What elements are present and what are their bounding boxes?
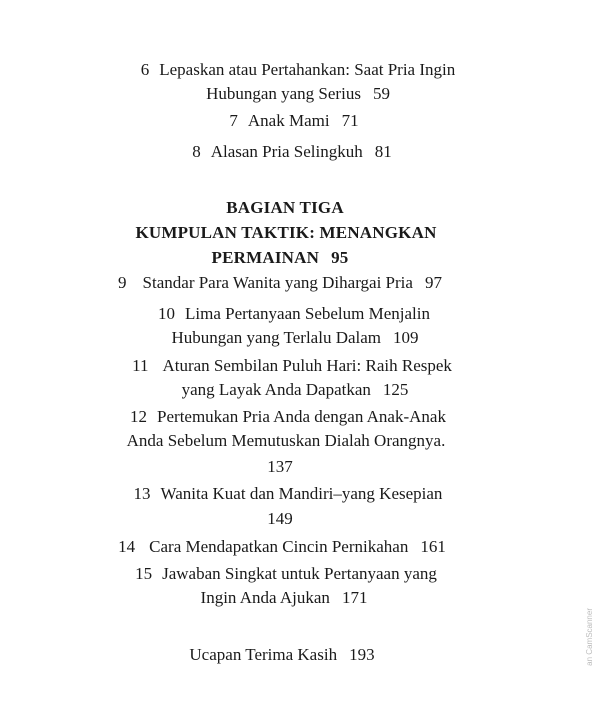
entry-title-line2: Hubungan yang Terlalu Dalam (171, 328, 382, 347)
toc-entry-12 (0, 406, 588, 428)
entry-page: 125 (382, 380, 409, 399)
entry-number: 8 (192, 142, 201, 161)
entry-page: 137 (267, 457, 293, 476)
entry-number: 12 (130, 407, 148, 426)
entry-number: 11 (132, 356, 149, 375)
toc-entry-15 (0, 563, 586, 585)
entry-title-line1: Lepaskan atau Pertahankan: Saat Pria Ingin (159, 60, 456, 79)
entry-title-line2: Ingin Anda Ajukan (200, 588, 330, 607)
entry-page: 109 (393, 328, 419, 347)
entry-number: 13 (133, 484, 151, 503)
entry-number: 9 (118, 273, 127, 292)
scanner-watermark: an CamScanner (585, 608, 594, 666)
toc-entry-7 (0, 110, 594, 132)
toc-entry-9 (0, 272, 580, 294)
entry-title: Ucapan Terima Kasih (189, 645, 338, 664)
entry-number: 10 (157, 304, 175, 323)
toc-entry-13-page (0, 508, 580, 530)
entry-number: 14 (118, 537, 136, 556)
entry-page: 149 (267, 509, 293, 528)
entry-title-line2: yang Layak Anda Dapatkan (181, 380, 371, 399)
toc-entry-11-cont (0, 379, 595, 401)
entry-number: 6 (140, 60, 150, 79)
entry-title: Alasan Pria Selingkuh (210, 142, 363, 161)
part-label: BAGIAN TIGA (226, 198, 344, 217)
entry-title-line1: Aturan Sembilan Puluh Hari: Raih Respek (162, 356, 452, 375)
toc-acknowledgements (0, 644, 582, 666)
entry-title-line2: Anda Sebelum Memutuskan Dialah Orangnya. (126, 431, 446, 450)
entry-page: 71 (341, 111, 359, 130)
toc-entry-11 (0, 355, 592, 377)
entry-title: Standar Para Wanita yang Dihargai Pria (142, 273, 413, 292)
part-page: 95 (331, 248, 349, 267)
part-title-line1: KUMPULAN TAKTIK: MENANGKAN (135, 223, 437, 242)
entry-page: 97 (424, 273, 442, 292)
toc-entry-6 (0, 59, 598, 81)
toc-entry-10-cont (0, 327, 595, 349)
toc-entry-15-cont (0, 587, 584, 609)
toc-entry-6-cont (0, 83, 598, 105)
entry-title-line1: Jawaban Singkat untuk Pertanyaan yang (162, 564, 437, 583)
part-title-line2 (0, 247, 580, 269)
entry-title: Anak Mami (247, 111, 330, 130)
toc-entry-12-cont (0, 430, 586, 452)
entry-title: Wanita Kuat dan Mandiri–yang Kesepian (160, 484, 443, 503)
toc-entry-12-page (0, 456, 580, 478)
toc-entry-10 (0, 303, 594, 325)
entry-page: 193 (349, 645, 375, 664)
toc-entry-13 (0, 483, 588, 505)
entry-title-line2: Hubungan yang Serius (206, 84, 361, 103)
entry-title: Cara Mendapatkan Cincin Pernikahan (149, 537, 409, 556)
entry-number: 15 (135, 564, 153, 583)
entry-title-line1: Lima Pertanyaan Sebelum Menjalin (184, 304, 430, 323)
toc-entry-8 (0, 141, 592, 163)
entry-page: 81 (374, 142, 392, 161)
entry-page: 171 (341, 588, 368, 607)
entry-number: 7 (229, 111, 238, 130)
entry-page: 161 (420, 537, 446, 556)
entry-title-line1: Pertemukan Pria Anda dengan Anak-Anak (157, 407, 446, 426)
part-title: PERMAINAN (211, 248, 320, 267)
entry-page: 59 (372, 84, 390, 103)
toc-entry-14 (0, 536, 582, 558)
